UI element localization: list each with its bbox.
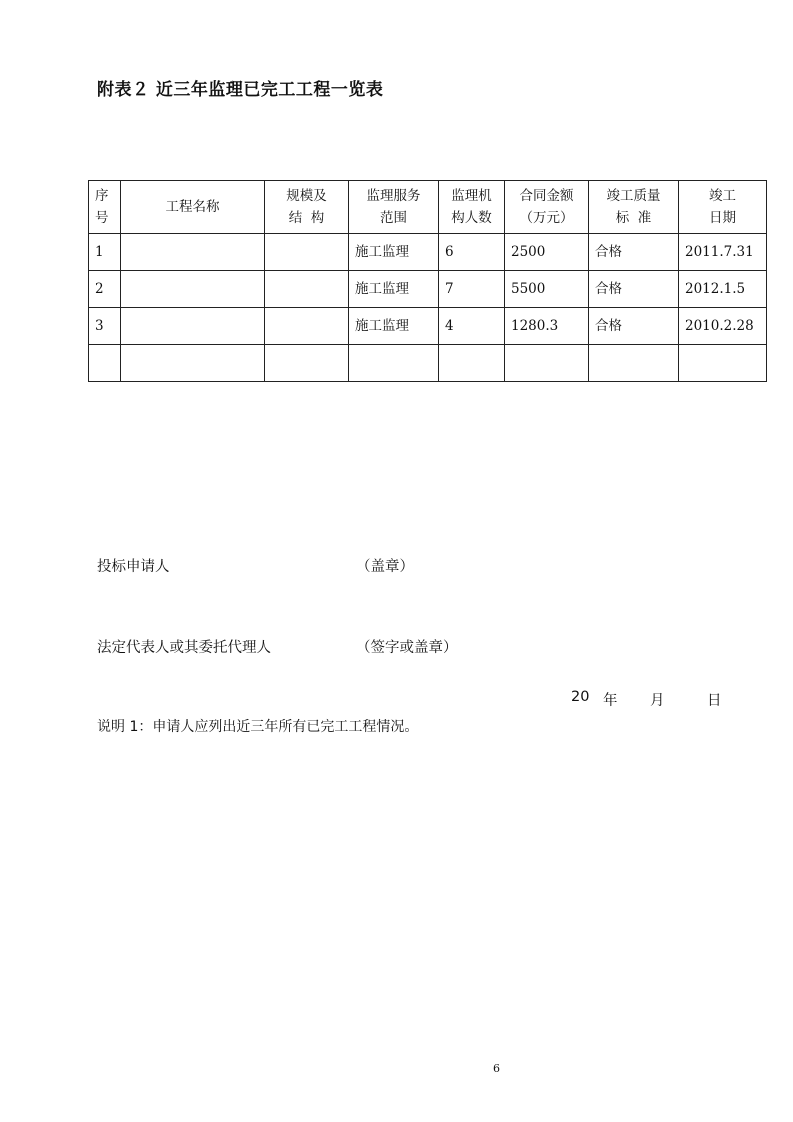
completed-projects-table [88,180,767,382]
representative-stamp: （签字或盖章） [356,640,458,656]
cell-empty [679,345,767,382]
date-year: 年 [603,693,618,709]
cell-quality: 合格 [589,308,679,345]
header-quality: 竣工质量 标 准 [589,181,679,234]
cell-scope: 施工监理 [349,308,439,345]
cell-empty [265,345,349,382]
cell-scope: 施工监理 [349,234,439,271]
cell-scale [265,308,349,345]
table-row [89,271,767,308]
cell-staff: 7 [439,271,505,308]
cell-staff: 6 [439,234,505,271]
cell-empty [349,345,439,382]
applicant-label: 投标申请人 [97,559,170,575]
header-scale: 规模及 结 构 [265,181,349,234]
cell-name [121,271,265,308]
header-seq: 序 号 [89,181,121,234]
table-row-empty [89,345,767,382]
cell-scale [265,271,349,308]
cell-seq: 1 [89,234,121,271]
cell-date: 2011.7.31 [679,234,767,271]
cell-empty [89,345,121,382]
table-row [89,308,767,345]
cell-seq: 2 [89,271,121,308]
page-title: 附表２ 近三年监理已完工工程一览表 [97,80,384,100]
cell-amount: 2500 [505,234,589,271]
cell-scale [265,234,349,271]
cell-quality: 合格 [589,234,679,271]
cell-date: 2010.2.28 [679,308,767,345]
cell-scope: 施工监理 [349,271,439,308]
page-number: 6 [493,1062,500,1075]
date-year-prefix: 20 [571,689,590,705]
header-amount: 合同金额 （万元） [505,181,589,234]
table-row [89,234,767,271]
note-text: 说明 1：申请人应列出近三年所有已完工工程情况。 [97,719,419,735]
cell-name [121,308,265,345]
header-scope: 监理服务 范围 [349,181,439,234]
representative-label: 法定代表人或其委托代理人 [97,640,271,656]
cell-empty [439,345,505,382]
cell-amount: 5500 [505,271,589,308]
header-staff: 监理机 构人数 [439,181,505,234]
cell-amount: 1280.3 [505,308,589,345]
cell-date: 2012.1.5 [679,271,767,308]
applicant-stamp: （盖章） [356,559,414,575]
header-date: 竣工 日期 [679,181,767,234]
header-name: 工程名称 [121,181,265,234]
cell-name [121,234,265,271]
cell-staff: 4 [439,308,505,345]
cell-quality: 合格 [589,271,679,308]
cell-empty [505,345,589,382]
date-month: 月 [650,693,665,709]
cell-seq: 3 [89,308,121,345]
date-day: 日 [707,693,722,709]
cell-empty [121,345,265,382]
table-header-row [89,181,767,234]
cell-empty [589,345,679,382]
